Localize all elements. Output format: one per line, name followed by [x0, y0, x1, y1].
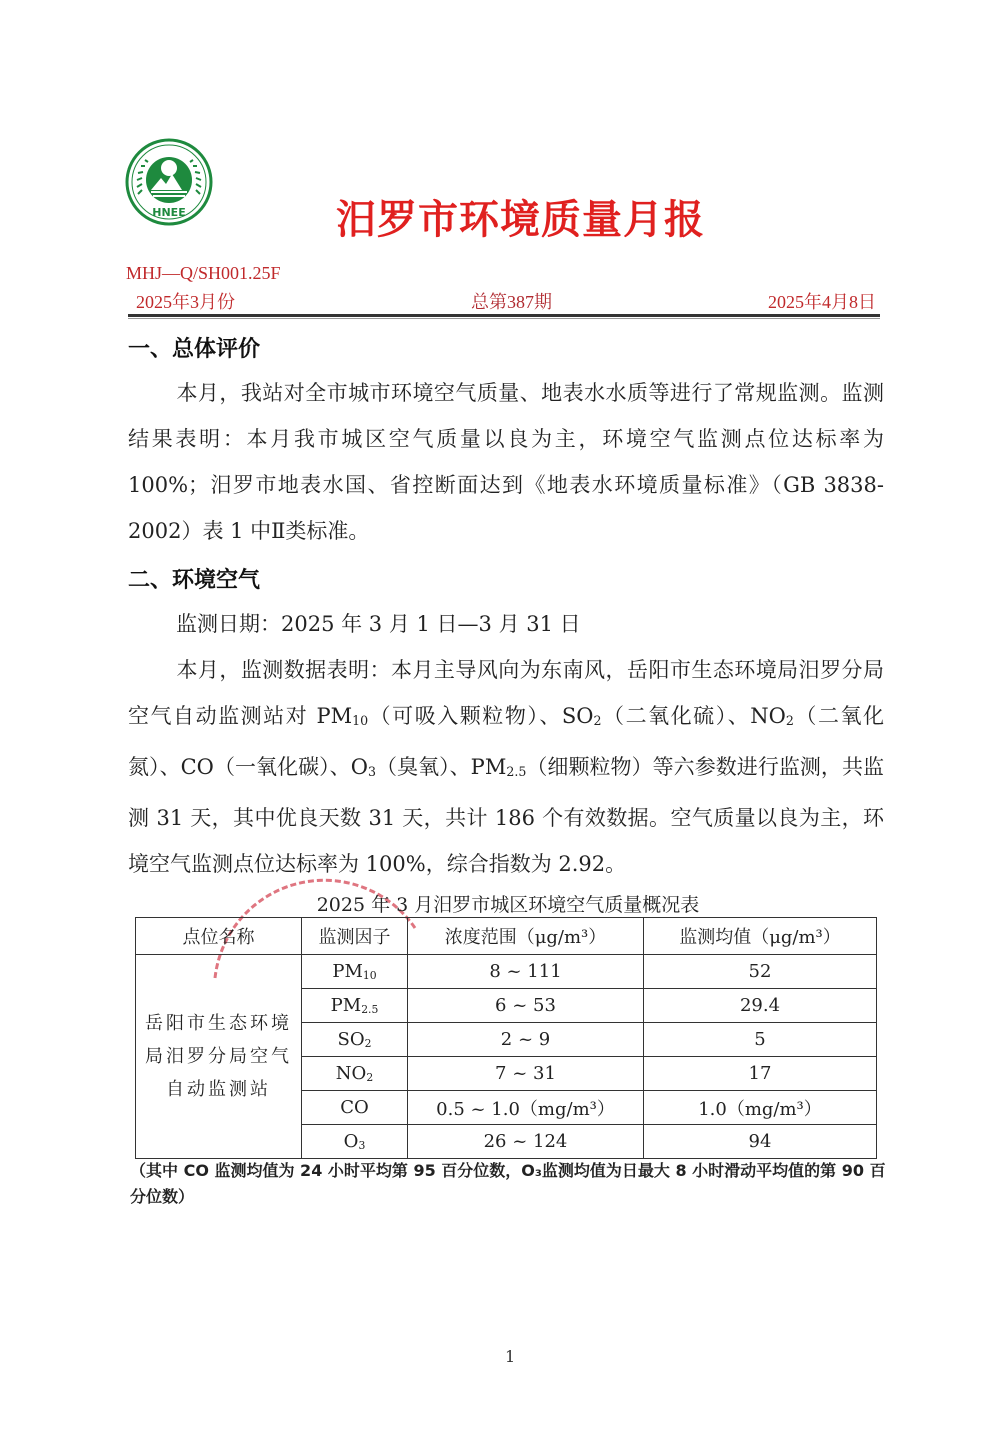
monitor-date: 监测日期：2025 年 3 月 1 日—3 月 31 日 — [176, 612, 581, 636]
factor-cell — [302, 955, 408, 989]
air-text: 本月，监测数据表明：本月主导风向为东南风，岳阳市生态环境局汨罗分局空气自动监测站对 PM — [128, 658, 884, 728]
subscript: 2 — [593, 713, 602, 728]
environment-emblem-icon — [124, 138, 214, 226]
subscript: 2 — [785, 713, 794, 728]
factor: NO — [335, 1063, 367, 1084]
factor: O — [343, 1131, 359, 1152]
factor-cell — [302, 989, 408, 1023]
air-quality-table — [135, 917, 877, 1159]
mean-cell: 5 — [644, 1023, 877, 1057]
header-divider — [128, 314, 880, 317]
monitor-date-line — [128, 601, 884, 647]
air-text: （臭氧）、PM — [375, 755, 507, 779]
factor-sub: 2 — [364, 1037, 372, 1050]
report-title: 汨罗市环境质量月报 — [336, 197, 705, 243]
hnee-logo — [124, 138, 214, 226]
issue-number: 总第387期 — [471, 292, 552, 312]
mean-cell: 94 — [644, 1125, 877, 1159]
table-note: （其中 CO 监测均值为 24 小时平均第 95 百分位数，O₃监测均值为日最大 8 小时滑动平均值的第 90 百分位数） — [130, 1161, 886, 1206]
overall-paragraph-rest: 监测结果表明：本月我市城区空气质量以良为主，环境空气监测点位达标率为 100%；汨罗市地表水国、省控断面达到《地表水环境质量标准》（GB 3838-2002）表 1 中Ⅱ类标准。 — [128, 381, 885, 543]
factor: PM — [330, 995, 362, 1016]
subscript: 10 — [352, 713, 369, 728]
station-name-text: 岳阳市生态环境局汨罗分局空气自动监测站 — [145, 1013, 292, 1100]
factor: CO — [340, 1097, 369, 1118]
report-meta-row — [136, 288, 876, 312]
mean-cell: 17 — [644, 1057, 877, 1091]
header-mean: 监测均值（μg/m³） — [644, 918, 877, 955]
range-cell: 0.5 ~ 1.0（mg/m³） — [408, 1091, 644, 1125]
subscript: 2.5 — [506, 764, 527, 779]
document-code: MHJ—Q/SH001.25F — [126, 263, 281, 283]
mean-cell: 29.4 — [644, 989, 877, 1023]
air-paragraph — [128, 647, 884, 887]
factor-cell — [302, 1023, 408, 1057]
air-text: （二氧化硫）、NO — [601, 704, 786, 728]
factor: SO — [337, 1029, 365, 1050]
range-cell: 8 ~ 111 — [408, 955, 644, 989]
range-cell: 7 ~ 31 — [408, 1057, 644, 1091]
report-date: 2025年4月8日 — [768, 292, 876, 312]
range-cell: 2 ~ 9 — [408, 1023, 644, 1057]
section-heading-air: 二、环境空气 — [128, 568, 261, 593]
factor: PM — [332, 961, 363, 982]
section-heading-overall: 一、总体评价 — [128, 337, 261, 362]
air-text: （可吸入颗粒物）、SO — [368, 704, 594, 728]
air-text: （细颗粒物）等六参数进行监测，共监测 31 天，其中优良天数 31 天，共计 186 个有效数据。空气质量以良为主，环境空气监测点位达标率为 100%，综合指数为 2.92。 — [128, 755, 885, 876]
table-header-row — [136, 918, 877, 955]
report-month: 2025年3月份 — [136, 292, 235, 312]
mean-cell: 1.0（mg/m³） — [644, 1091, 877, 1125]
table-row — [136, 955, 877, 989]
header-station: 点位名称 — [136, 918, 302, 955]
overall-paragraph-line1: 本月，我站对全市城市环境空气质量、地表水水质等进行了常规监测。 — [176, 381, 842, 405]
page-number: 1 — [505, 1347, 516, 1366]
header-range: 浓度范围（μg/m³） — [408, 918, 644, 955]
factor-cell — [302, 1057, 408, 1091]
overall-paragraph — [128, 370, 884, 554]
logo-text: HNEE — [152, 206, 186, 219]
header-factor: 监测因子 — [302, 918, 408, 955]
factor-sub: 2 — [366, 1071, 374, 1084]
subscript: 3 — [367, 764, 376, 779]
header-divider-thin — [128, 318, 880, 319]
air-text: （二氧化氮）、CO（一氧化碳）、O — [128, 704, 885, 779]
factor-sub: 2.5 — [361, 1003, 379, 1016]
factor-sub: 3 — [358, 1139, 366, 1152]
factor-cell — [302, 1091, 408, 1125]
range-cell: 6 ~ 53 — [408, 989, 644, 1023]
table-caption: 2025 年 3 月汨罗市城区环境空气质量概况表 — [316, 894, 700, 916]
factor-cell — [302, 1125, 408, 1159]
mean-cell: 52 — [644, 955, 877, 989]
factor-sub: 10 — [362, 969, 377, 982]
range-cell: 26 ~ 124 — [408, 1125, 644, 1159]
station-name — [136, 955, 302, 1159]
